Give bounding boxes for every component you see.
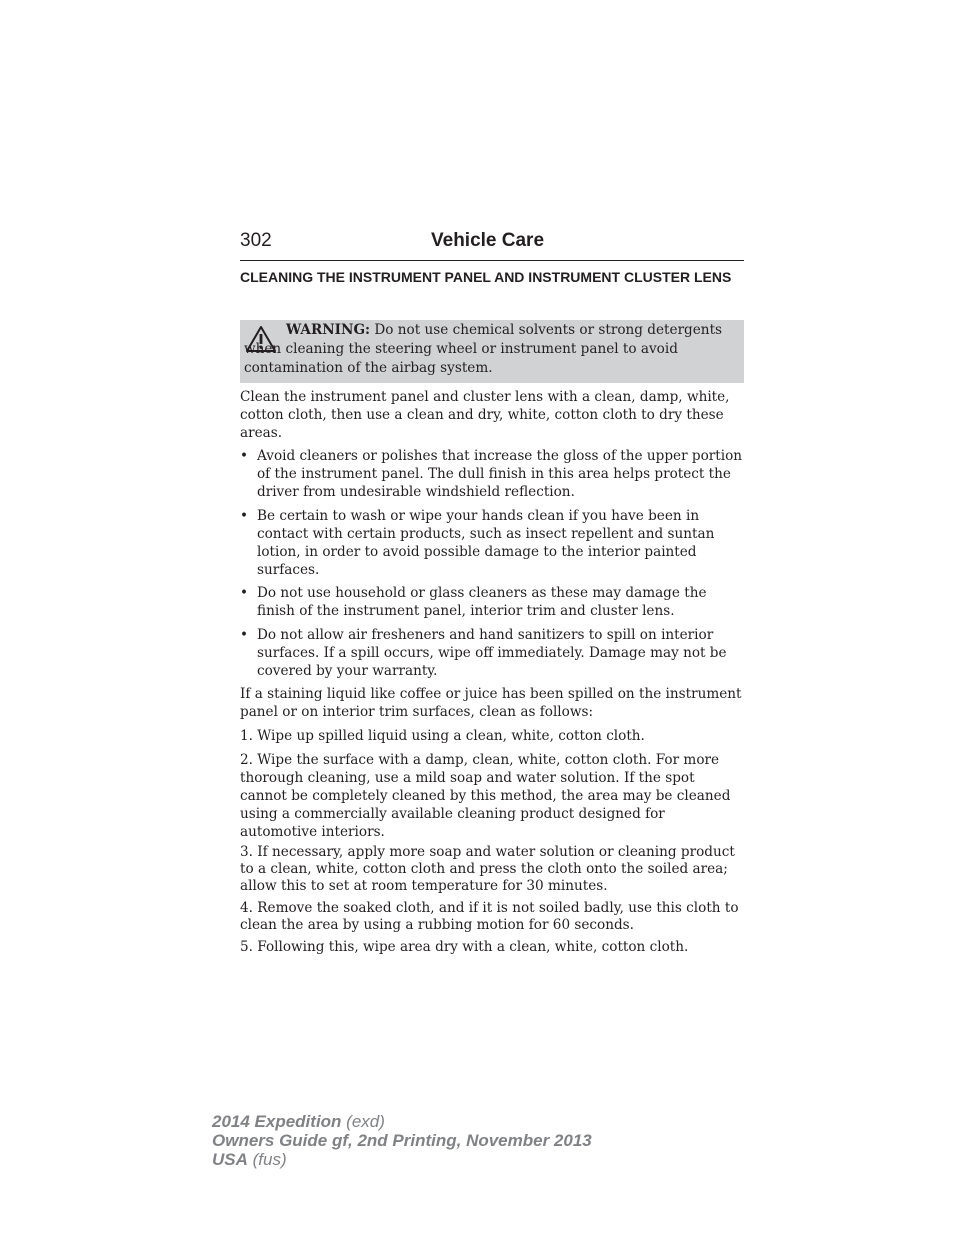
step-5: 5. Following this, wipe area dry with a clean, white, cotton cloth. — [240, 939, 689, 955]
intro-paragraph: Clean the instrument panel and cluster lens with a clean, damp, white, cotton cloth, then use a clean and dry, white, cotton cloth to dry these areas. — [240, 389, 730, 441]
footer-line-2: Owners Guide gf, 2nd Printing, November 2013 — [212, 1131, 592, 1150]
footer-model: 2014 Expedition — [212, 1112, 342, 1131]
footer-market: USA — [212, 1150, 248, 1169]
step-1: 1. Wipe up spilled liquid using a clean, white, cotton cloth. — [240, 728, 645, 744]
page-header — [240, 229, 744, 261]
list-item-text: Do not use household or glass cleaners as these may damage the finish of the instrument panel, interior trim and cluster lens. — [257, 585, 707, 619]
footer-market-code: (fus) — [247, 1150, 287, 1169]
bullet-icon: • — [240, 448, 249, 464]
step-2: 2. Wipe the surface with a damp, clean, white, cotton cloth. For more thorough cleaning, use a mild soap and water solution. If the spot cannot be completely cleaned by this method, the area may be cleaned using a commercially available cleaning product designed for automotive interiors. — [240, 752, 731, 840]
page-number: 302 — [240, 230, 272, 251]
warning-label: WARNING: — [286, 322, 371, 338]
list-item-text: Avoid cleaners or polishes that increase the gloss of the upper portion of the instrument panel. The dull finish in this area helps protect the driver from undesirable windshield reflection. — [257, 448, 743, 500]
footer-line-3 — [212, 1150, 592, 1169]
bullet-icon: • — [240, 585, 249, 601]
list-item-text: Be certain to wash or wipe your hands clean if you have been in contact with certain products, such as insect repellent and suntan lotion, in order to avoid possible damage to the interior painted surfaces. — [257, 508, 715, 578]
warning-text — [244, 321, 740, 378]
chapter-title: Vehicle Care — [431, 230, 545, 251]
step-3: 3. If necessary, apply more soap and water solution or cleaning product to a clean, white, cotton cloth and press the cloth onto the soiled area; allow this to set at room temperature for 30 minutes. — [240, 844, 735, 894]
stain-intro-paragraph: If a staining liquid like coffee or juice has been spilled on the instrument panel or on interior trim surfaces, clean as follows: — [240, 686, 742, 720]
footer-model-code: (exd) — [341, 1112, 385, 1131]
step-4: 4. Remove the soaked cloth, and if it is not soiled badly, use this cloth to clean the area by using a rubbing motion for 60 seconds. — [240, 900, 739, 933]
bullet-icon: • — [240, 508, 249, 524]
bullet-icon: • — [240, 627, 249, 643]
warning-body: Do not use chemical solvents or strong detergents when cleaning the steering wheel or instrument panel to avoid contamination of the airbag system. — [244, 322, 723, 376]
warning-box — [240, 320, 744, 383]
section-heading: CLEANING THE INSTRUMENT PANEL AND INSTRUMENT CLUSTER LENS — [240, 269, 732, 285]
footer-line-1 — [212, 1112, 592, 1131]
page-footer — [212, 1112, 592, 1169]
list-item-text: Do not allow air fresheners and hand sanitizers to spill on interior surfaces. If a spill occurs, wipe off immediately. Damage may not be covered by your warranty. — [257, 627, 727, 679]
